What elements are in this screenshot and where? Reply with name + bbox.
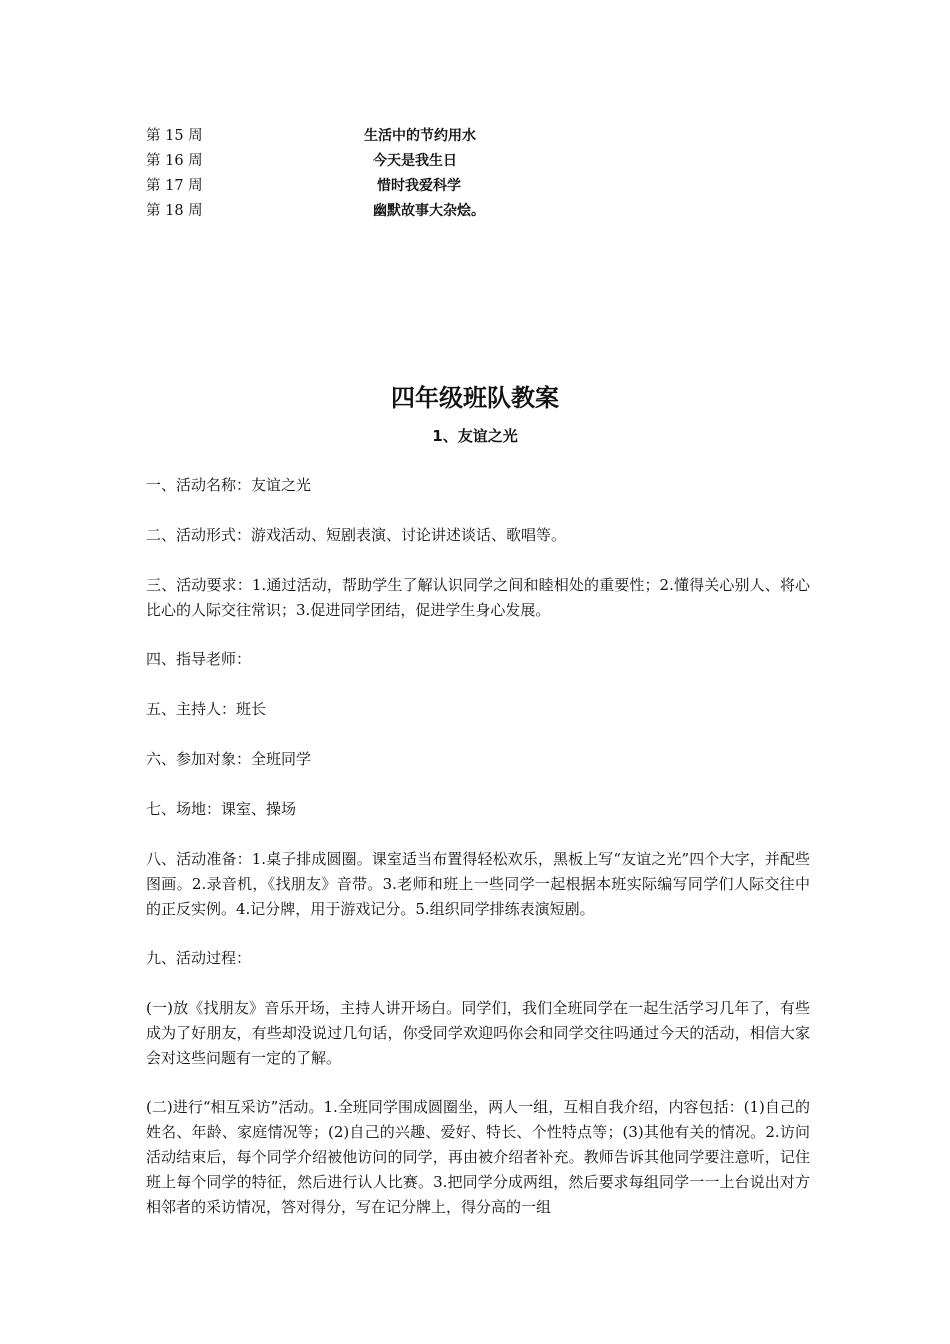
section-venue: 七、场地：课室、操场 <box>146 800 297 818</box>
section-host: 五、主持人：班长 <box>146 700 267 718</box>
section-instructor: 四、指导老师： <box>146 650 252 668</box>
week-label: 第 15 周 <box>146 128 203 144</box>
document-subtitle: 1、友谊之光 <box>432 427 518 445</box>
week-topic: 惜时我爱科学 <box>377 178 461 194</box>
week-label: 第 16 周 <box>146 153 203 169</box>
section-preparation: 八、活动准备：1.桌子排成圆圈。课室适当布置得轻松欢乐，黑板上写“友谊之光”四个大字，并配些图画。2.录音机，《找朋友》音带。3.老师和班上一些同学一起根据本班实际编写同学们人际交往中的正反实例。4.记分牌，用于游戏记分。5.组织同学排练表演短剧。 <box>146 850 810 918</box>
document-title: 四年级班队教案 <box>391 384 559 412</box>
section-activity-requirements: 三、活动要求：1.通过活动，帮助学生了解认识同学之间和睦相处的重要性；2.懂得关心别人、将心比心的人际交往常识；3.促进同学团结，促进学生身心发展。 <box>146 576 810 619</box>
section-activity-name: 一、活动名称：友谊之光 <box>146 476 312 494</box>
process-step-2: (二)进行“相互采访”活动。1.全班同学围成圆圈坐，两人一组，互相自我介绍，内容包括：(1)自己的姓名、年龄、家庭情况等；(2)自己的兴趣、爱好、特长、个性特点等；(3)其他有关的情况。2.访问活动结束后，每个同学介绍被他访问的同学，再由被介绍者补充。教师告诉其他同学要注意听，记住班上每个同学的特征，然后进行认人比赛。3.把同学分成两组，然后要求每组同学一一上台说出对方相邻者的采访情况，答对得分，写在记分牌上，得分高的一组 <box>146 1098 810 1216</box>
section-activity-form: 二、活动形式：游戏活动、短剧表演、讨论讲述谈话、歌唱等。 <box>146 526 567 544</box>
week-topic: 今天是我生日 <box>373 153 457 169</box>
section-process-heading: 九、活动过程： <box>146 949 252 967</box>
week-topic: 幽默故事大杂烩。 <box>373 203 485 219</box>
week-label: 第 17 周 <box>146 178 203 194</box>
week-label: 第 18 周 <box>146 203 203 219</box>
week-topic: 生活中的节约用水 <box>364 128 476 144</box>
section-participants: 六、参加对象：全班同学 <box>146 750 312 768</box>
process-step-1: (一)放《找朋友》音乐开场，主持人讲开场白。同学们，我们全班同学在一起生活学习几年了，有些成为了好朋友，有些却没说过几句话，你受同学欢迎吗你会和同学交往吗通过今天的活动，相信大家会对这些问题有一定的了解。 <box>146 999 810 1067</box>
